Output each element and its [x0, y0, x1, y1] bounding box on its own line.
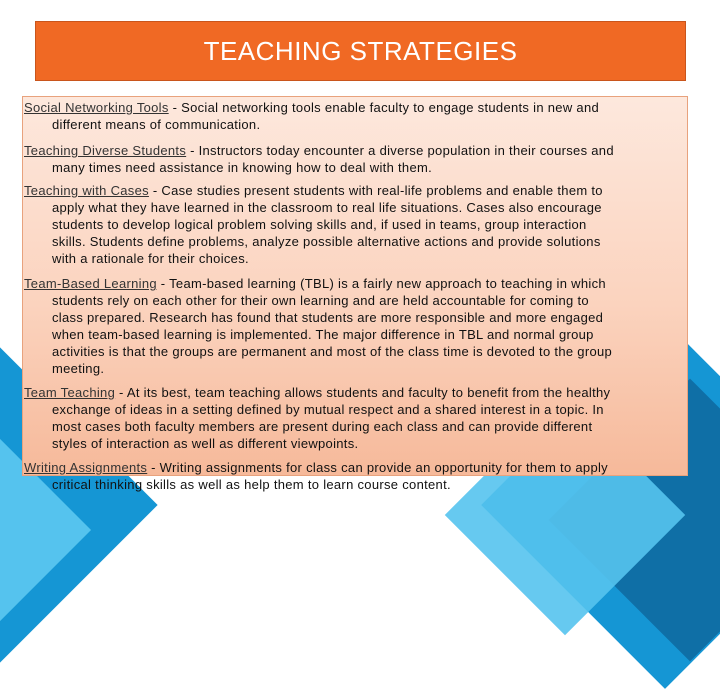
entry-line: skills. Students define problems, analyze possible alternative actions and provide solutions	[52, 234, 601, 249]
title-bar	[35, 21, 686, 81]
entry-text: - Social networking tools enable faculty to engage students in new and	[168, 100, 600, 115]
entry-line	[24, 384, 686, 401]
entry-line: with a rationale for their choices.	[52, 251, 249, 266]
entry-line: many times need assistance in knowing how to deal with them.	[52, 160, 433, 175]
entry-line: critical thinking skills as well as help them to learn course content.	[52, 477, 451, 492]
strategy-entry	[24, 99, 686, 133]
entry-line: when team-based learning is implemented. The major difference in TBL and normal group	[52, 327, 594, 342]
entry-line	[24, 275, 686, 292]
entry-text: - Writing assignments for class can provide an opportunity for them to apply	[147, 460, 608, 475]
strategy-entry	[24, 459, 686, 493]
entry-line	[24, 459, 686, 476]
entry-text: - At its best, team teaching allows students and faculty to benefit from the healthy	[115, 385, 611, 400]
entry-line: class prepared. Research has found that students are more responsible and more engaged	[52, 310, 604, 325]
strategy-link[interactable]: Writing Assignments	[24, 460, 148, 475]
strategy-entry	[24, 142, 686, 176]
entry-text: - Instructors today encounter a diverse population in their courses and	[186, 143, 614, 158]
entry-line	[24, 182, 686, 199]
entry-text: - Team-based learning (TBL) is a fairly new approach to teaching in which	[156, 276, 606, 291]
entry-line: different means of communication.	[52, 117, 261, 132]
strategy-link[interactable]: Teaching Diverse Students	[24, 143, 187, 158]
entry-line: students to develop logical problem solving skills and, if used in teams, group interaction	[52, 217, 587, 232]
entry-line: most cases both faculty members are present during each class and can provide different	[52, 419, 593, 434]
page-title: TEACHING STRATEGIES	[203, 35, 518, 66]
strategy-entry	[24, 182, 686, 267]
strategy-link[interactable]: Teaching with Cases	[24, 183, 149, 198]
entry-line	[24, 142, 686, 159]
entry-line: apply what they have learned in the classroom to real life situations. Cases also encourage	[52, 200, 602, 215]
strategy-entry	[24, 275, 686, 377]
entry-line: styles of interaction as well as different viewpoints.	[52, 436, 359, 451]
entry-line: meeting.	[52, 361, 105, 376]
entry-line: activities is that the groups are permanent and most of the class time is devoted to the group	[52, 344, 613, 359]
strategy-link[interactable]: Team-Based Learning	[24, 276, 157, 291]
entry-line: students rely on each other for their own learning and are held accountable for coming to	[52, 293, 589, 308]
strategy-entry	[24, 384, 686, 452]
strategy-link[interactable]: Social Networking Tools	[24, 100, 169, 115]
entry-text: - Case studies present students with real-life problems and enable them to	[148, 183, 603, 198]
strategy-link[interactable]: Team Teaching	[24, 385, 116, 400]
entry-line	[24, 99, 686, 116]
entry-line: exchange of ideas in a setting defined by mutual respect and a shared interest in a topic. In	[52, 402, 604, 417]
